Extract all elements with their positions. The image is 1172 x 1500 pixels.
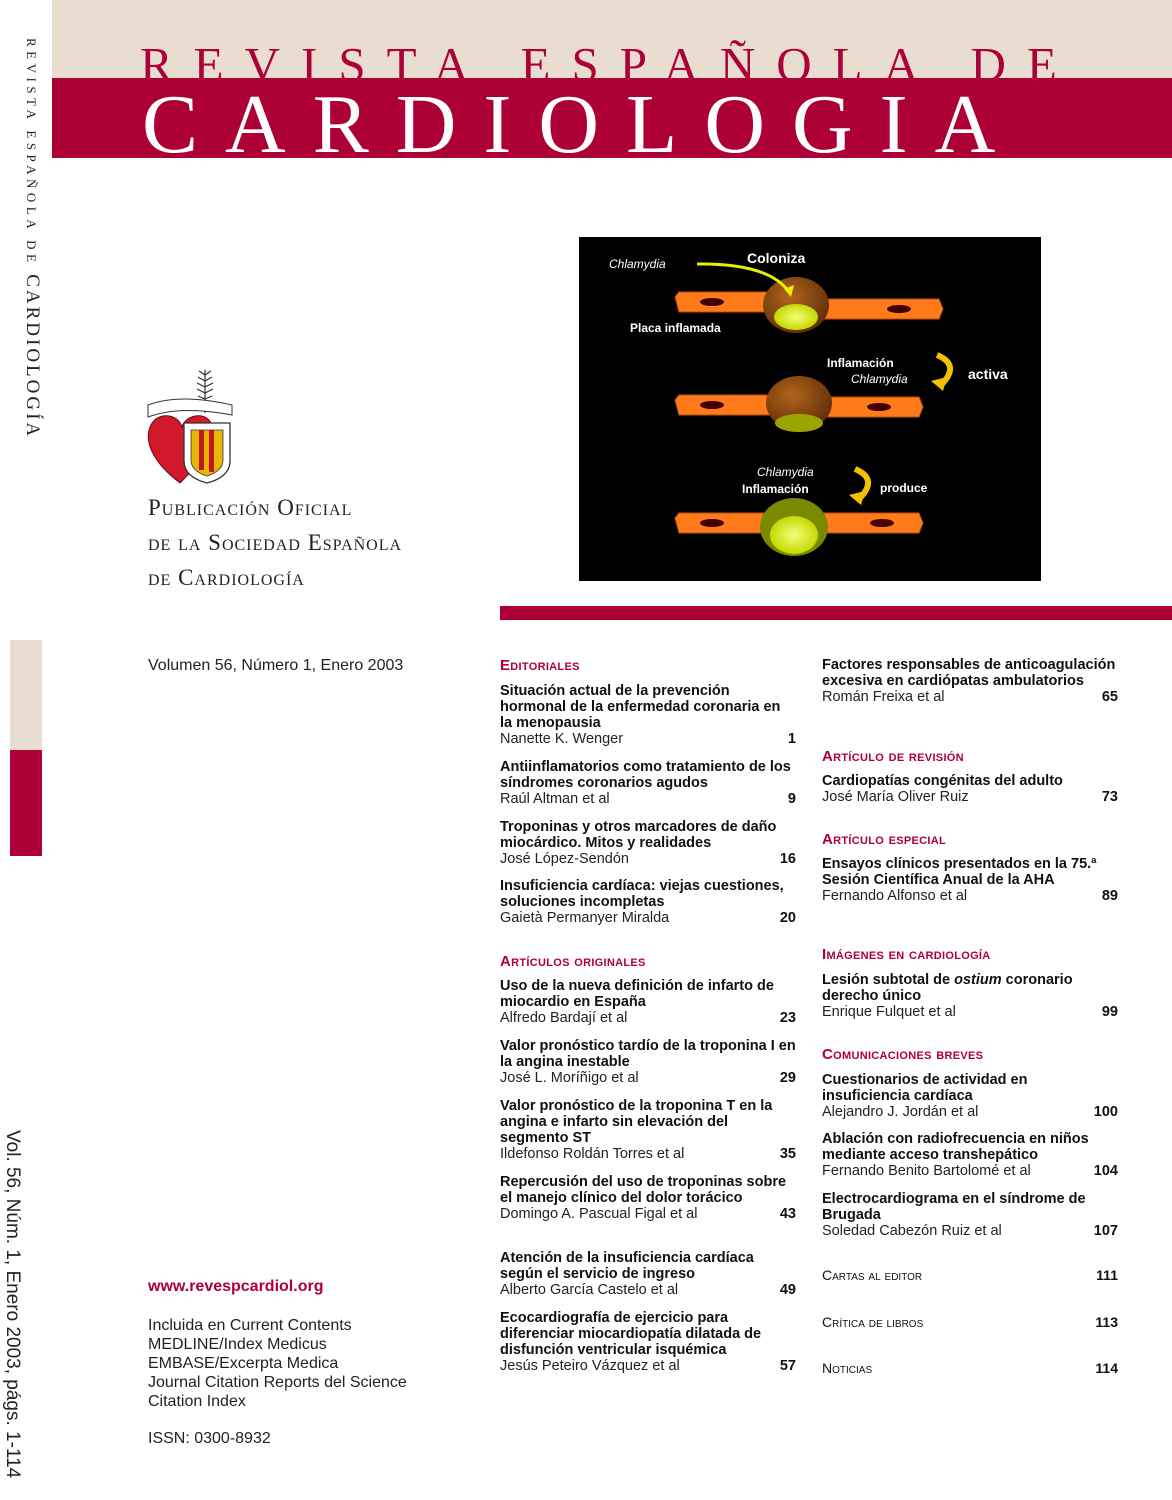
- toc-entry-authors: Román Freixa et al: [822, 689, 945, 705]
- spine-title-small: REVISTA ESPAÑOLA DE: [24, 38, 39, 267]
- toc-entry[interactable]: [822, 773, 1118, 805]
- section-heading-revision: Artículo de revisión: [822, 748, 964, 765]
- toc-entry-authors: José López-Sendón: [500, 851, 629, 867]
- toc-entry-title: Ablación con radiofrecuencia en niños mediante acceso transhepático: [822, 1131, 1089, 1163]
- publisher-line3: de Cardiología: [148, 565, 305, 590]
- toc-entry-title: Cardiopatías congénitas del adulto: [822, 773, 1063, 789]
- toc-entry[interactable]: [822, 972, 1118, 1020]
- toc-entry[interactable]: [500, 1310, 796, 1374]
- toc-entry-title: Cuestionarios de actividad en insuficiencia cardíaca: [822, 1072, 1028, 1104]
- label-chlamydia-1: Chlamydia: [609, 257, 666, 271]
- toc-entry-page: 99: [1101, 1004, 1118, 1020]
- toc-entry-title: Situación actual de la prevención hormonal de la enfermedad coronaria en la menopausia: [500, 683, 781, 731]
- label-inflamacion-1: Inflamación: [827, 356, 894, 370]
- toc-misc-label: Crítica de libros: [822, 1314, 924, 1330]
- section-heading-originales: Artículos originales: [500, 953, 646, 970]
- toc-entry-title: Atención de la insuficiencia cardíaca según el servicio de ingreso: [500, 1250, 754, 1282]
- toc-entry-page: 9: [787, 791, 796, 807]
- spine-title: [6, 38, 56, 458]
- toc-misc-label: Cartas al editor: [822, 1267, 923, 1283]
- cover-illustration: [579, 237, 1041, 581]
- toc-entry-page: 57: [779, 1358, 796, 1374]
- indexed-item: Incluida en Current Contents: [148, 1317, 352, 1334]
- spine-volume-text: Vol. 56, Núm. 1, Enero 2003, págs. 1-114: [2, 1130, 23, 1479]
- toc-entry[interactable]: [500, 1174, 796, 1222]
- toc-entry[interactable]: [500, 759, 796, 807]
- toc-entry-title: [822, 972, 1118, 1004]
- label-chlamydia-3: Chlamydia: [757, 465, 814, 479]
- indexed-item: EMBASE/Excerpta Medica: [148, 1355, 339, 1372]
- toc-entry-page: 1: [787, 731, 796, 747]
- toc-entry-page: 73: [1101, 789, 1118, 805]
- toc-misc-critica[interactable]: [822, 1314, 1118, 1330]
- issn: ISSN: 0300-8932: [148, 1430, 271, 1447]
- toc-entry[interactable]: [822, 1072, 1118, 1120]
- toc-entry-title-part: Lesión subtotal de: [822, 972, 955, 988]
- toc-entry-title: Ensayos clínicos presentados en la 75.ª Sesión Científica Anual de la AHA: [822, 856, 1097, 888]
- toc-entry-authors: Alfredo Bardají et al: [500, 1010, 628, 1026]
- toc-entry[interactable]: [822, 856, 1118, 904]
- society-logo-icon: [140, 365, 240, 490]
- toc-entry-authors: Jesús Peteiro Vázquez et al: [500, 1358, 680, 1374]
- toc-entry[interactable]: [500, 978, 796, 1026]
- journal-url[interactable]: www.revespcardiol.org: [148, 1278, 324, 1295]
- label-produce: produce: [880, 481, 928, 495]
- toc-misc-page: 113: [1095, 1314, 1118, 1330]
- indexed-item: MEDLINE/Index Medicus: [148, 1336, 327, 1353]
- toc-entry[interactable]: [822, 1131, 1118, 1179]
- toc-entry-authors: Alejandro J. Jordán et al: [822, 1104, 979, 1120]
- toc-misc-page: 114: [1095, 1360, 1118, 1376]
- label-activa: activa: [968, 366, 1008, 382]
- toc-entry-page: 35: [779, 1146, 796, 1162]
- toc-misc-page: 111: [1096, 1267, 1118, 1283]
- toc-entry-title: Valor pronóstico de la troponina T en la angina e infarto sin elevación del segmento ST: [500, 1098, 773, 1146]
- indexed-item: Citation Index: [148, 1393, 246, 1410]
- toc-entry-authors: Enrique Fulquet et al: [822, 1004, 956, 1020]
- toc-misc-cartas[interactable]: [822, 1267, 1118, 1283]
- label-coloniza: Coloniza: [747, 250, 806, 266]
- toc-entry-page: 89: [1101, 888, 1118, 904]
- plaque-diagram: [579, 237, 1041, 581]
- toc-entry-title-em: ostium: [954, 972, 1002, 988]
- toc-entry-title: Repercusión del uso de troponinas sobre el manejo clínico del dolor torácico: [500, 1174, 787, 1206]
- toc-entry-title: Electrocardiograma en el síndrome de Brugada: [822, 1191, 1086, 1223]
- label-inflamacion-2: Inflamación: [742, 482, 809, 496]
- toc-misc-label: Noticias: [822, 1360, 873, 1376]
- indexed-item: Journal Citation Reports del Science: [148, 1374, 407, 1391]
- toc-entry-authors: Soledad Cabezón Ruiz et al: [822, 1223, 1002, 1239]
- spine-color-block-beige: [10, 640, 42, 750]
- toc-entry-page: 107: [1093, 1223, 1118, 1239]
- toc-entry-title: Factores responsables de anticoagulación excesiva en cardiópatas ambulatorios: [822, 657, 1116, 689]
- toc-entry-authors: Domingo A. Pascual Figal et al: [500, 1206, 698, 1222]
- toc-entry-page: 65: [1101, 689, 1118, 705]
- toc-entry-authors: Fernando Benito Bartolomé et al: [822, 1163, 1031, 1179]
- publisher-text: [148, 490, 402, 595]
- section-heading-breves: Comunicaciones breves: [822, 1046, 984, 1063]
- label-placa: Placa inflamada: [630, 321, 721, 335]
- toc-entry-title: Ecocardiografía de ejercicio para diferenciar miocardiopatía dilatada de disfunción ventricular isquémica: [500, 1310, 762, 1358]
- toc-entry-page: 16: [779, 851, 796, 867]
- toc-entry-title: Troponinas y otros marcadores de daño miocárdico. Mitos y realidades: [500, 819, 777, 851]
- toc-entry-title: Insuficiencia cardíaca: viejas cuestiones, soluciones incompletas: [500, 878, 784, 910]
- toc-entry[interactable]: [822, 657, 1118, 705]
- toc-entry-authors: Nanette K. Wenger: [500, 731, 624, 747]
- toc-entry-title: Uso de la nueva definición de infarto de miocardio en España: [500, 978, 774, 1010]
- toc-entry-title: Valor pronóstico tardío de la troponina I en la angina inestable: [500, 1038, 796, 1070]
- toc-entry-page: 49: [779, 1282, 796, 1298]
- toc-entry-authors: Fernando Alfonso et al: [822, 888, 968, 904]
- toc-entry-page: 43: [779, 1206, 796, 1222]
- toc-entry[interactable]: [500, 1098, 796, 1162]
- toc-entry-page: 20: [779, 910, 796, 926]
- toc-entry[interactable]: [500, 683, 796, 747]
- toc-entry-authors: José María Oliver Ruiz: [822, 789, 969, 805]
- toc-entry[interactable]: [500, 819, 796, 867]
- publisher-line2: de la Sociedad Española: [148, 530, 403, 555]
- toc-entry-authors: Alberto García Castelo et al: [500, 1282, 679, 1298]
- indexed-list: [148, 1316, 407, 1411]
- spine-title-big: CARDIOLOGÍA: [22, 274, 43, 440]
- label-chlamydia-2: Chlamydia: [851, 372, 908, 386]
- toc-entry[interactable]: [500, 878, 796, 926]
- toc-entry-title: Antiinflamatorios como tratamiento de los síndromes coronarios agudos: [500, 759, 791, 791]
- toc-entry-authors: Gaietà Permanyer Miralda: [500, 910, 670, 926]
- spine-color-block-red: [10, 750, 42, 856]
- masthead-line1: REVISTA ESPAÑOLA DE: [140, 37, 1078, 92]
- toc-rule: [500, 606, 1172, 620]
- volume-line: Volumen 56, Número 1, Enero 2003: [148, 657, 404, 674]
- toc-entry-authors: Ildefonso Roldán Torres et al: [500, 1146, 685, 1162]
- publisher-line1: Publicación Oficial: [148, 495, 353, 520]
- toc-entry[interactable]: [822, 1191, 1118, 1239]
- section-heading-especial: Artículo especial: [822, 831, 946, 848]
- toc-entry-page: 104: [1093, 1163, 1118, 1179]
- toc-entry-page: 100: [1093, 1104, 1118, 1120]
- toc-entry-title-part: coronario derecho único: [822, 972, 1073, 1004]
- toc-entry-authors: José L. Moríñigo et al: [500, 1070, 639, 1086]
- spine-volume: [2, 1130, 63, 1479]
- toc-entry[interactable]: [500, 1038, 796, 1086]
- toc-entry[interactable]: [500, 1250, 796, 1298]
- toc-entry-authors: Raúl Altman et al: [500, 791, 610, 807]
- toc-entry-page: 23: [779, 1010, 796, 1026]
- toc-entry-page: 29: [779, 1070, 796, 1086]
- masthead-title: CARDIOLOGIA: [142, 78, 1023, 171]
- toc-misc-noticias[interactable]: [822, 1360, 1118, 1376]
- section-heading-imagenes: Imágenes en cardiología: [822, 946, 991, 963]
- section-heading-editoriales: Editoriales: [500, 657, 580, 674]
- vessel-segment-3: [675, 498, 923, 556]
